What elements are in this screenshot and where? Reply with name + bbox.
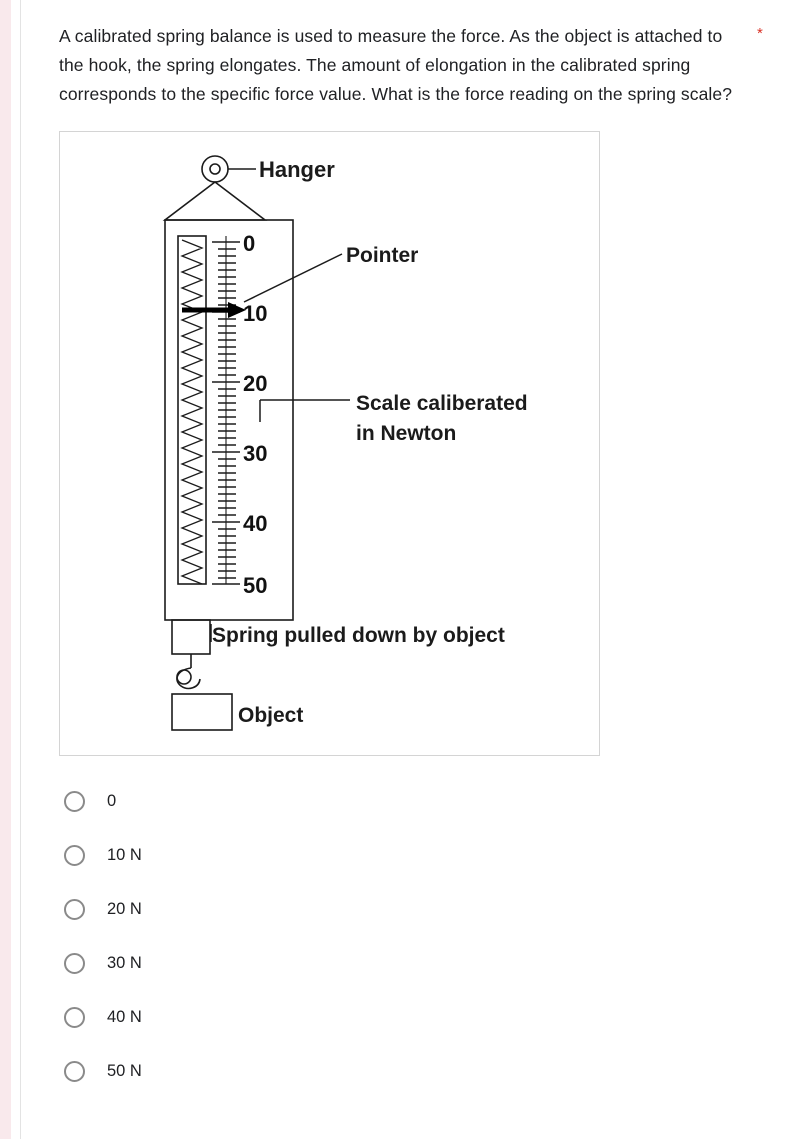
figure-label-scale-2: in Newton [356,422,457,445]
option-row[interactable] [59,828,777,882]
option-label: 0 [107,791,117,810]
left-edge-strip [0,0,11,1139]
option-row[interactable] [59,774,777,828]
radio-button[interactable] [64,791,85,812]
radio-button[interactable] [64,953,85,974]
figure-label-scale-1: Scale caliberated [356,392,528,415]
option-row[interactable] [59,936,777,990]
radio-button[interactable] [64,899,85,920]
option-row[interactable] [59,990,777,1044]
figure-label-pointer: Pointer [346,244,419,267]
spring-balance-diagram [60,132,599,755]
option-label: 40 N [107,1007,142,1026]
answer-options [59,774,777,1098]
question-card [21,0,795,1139]
option-label: 10 N [107,845,142,864]
spring-balance-figure [59,131,600,756]
scale-mark-50: 50 [243,573,268,598]
option-row[interactable] [59,882,777,936]
option-label: 20 N [107,899,142,918]
figure-label-hanger: Hanger [259,157,335,182]
figure-label-object: Object [238,704,304,727]
question-text: A calibrated spring balance is used to measure the force. As the object is attached to the hook, the spring elongates. The amount of elongation in the calibrated spring corresponds to the specific force value. What is the force reading on the spring scale? [59,26,733,104]
radio-button[interactable] [64,1007,85,1028]
scale-mark-40: 40 [243,511,268,536]
scale-mark-20: 20 [243,371,268,396]
option-row[interactable] [59,1044,777,1098]
radio-button[interactable] [64,1061,85,1082]
option-label: 50 N [107,1061,142,1080]
question-row [59,22,777,109]
radio-button[interactable] [64,845,85,866]
option-label: 30 N [107,953,142,972]
scale-mark-0: 0 [243,231,256,256]
left-edge-white [11,0,20,1139]
scale-mark-30: 30 [243,441,268,466]
figure-label-spring: Spring pulled down by object [212,624,505,647]
required-asterisk: * [757,25,763,42]
scale-mark-10: 10 [243,301,268,326]
